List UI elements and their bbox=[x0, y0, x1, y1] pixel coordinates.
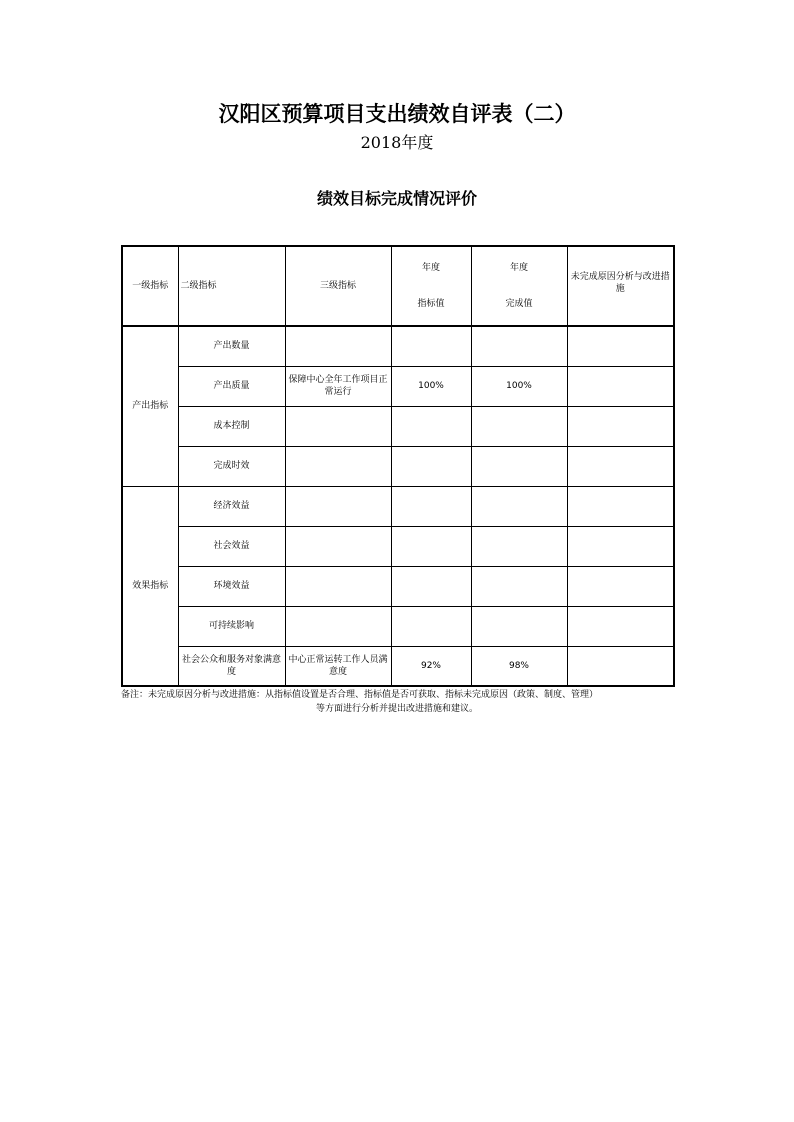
analysis-cell bbox=[567, 566, 674, 606]
group-output-label: 产出指标 bbox=[122, 326, 178, 486]
header-actual-top: 年度 bbox=[509, 262, 528, 273]
level2-cell: 产出质量 bbox=[178, 366, 285, 406]
actual-cell bbox=[471, 606, 567, 646]
target-cell bbox=[391, 566, 471, 606]
target-cell bbox=[391, 406, 471, 446]
level2-cell: 经济效益 bbox=[178, 486, 285, 526]
header-level3: 三级指标 bbox=[285, 246, 391, 326]
report-year: 2018年度 bbox=[360, 133, 434, 152]
table-row bbox=[122, 646, 674, 686]
target-cell bbox=[391, 606, 471, 646]
actual-cell bbox=[471, 526, 567, 566]
table-row bbox=[122, 406, 674, 446]
group-effect-label: 效果指标 bbox=[122, 486, 178, 686]
target-cell: 92% bbox=[391, 646, 471, 686]
analysis-cell bbox=[567, 486, 674, 526]
level2-cell: 可持续影响 bbox=[178, 606, 285, 646]
analysis-cell bbox=[567, 366, 674, 406]
level3-cell bbox=[285, 326, 391, 366]
level3-cell bbox=[285, 606, 391, 646]
table-header-row bbox=[122, 246, 674, 326]
actual-cell: 98% bbox=[471, 646, 567, 686]
performance-table bbox=[121, 245, 675, 687]
target-cell bbox=[391, 526, 471, 566]
actual-cell: 100% bbox=[471, 366, 567, 406]
level2-cell: 产出数量 bbox=[178, 326, 285, 366]
table-row bbox=[122, 606, 674, 646]
header-analysis: 未完成原因分析与改进措施 bbox=[567, 246, 674, 326]
table-row bbox=[122, 366, 674, 406]
target-cell bbox=[391, 486, 471, 526]
footnote bbox=[121, 689, 673, 716]
footnote-line1: 备注：未完成原因分析与改进措施：从指标值设置是否合理、指标值是否可获取、指标未完成原因（政策、制度、管理） bbox=[121, 690, 599, 700]
level2-cell: 社会效益 bbox=[178, 526, 285, 566]
actual-cell bbox=[471, 446, 567, 486]
header-level2: 二级指标 bbox=[178, 246, 285, 326]
target-cell bbox=[391, 446, 471, 486]
header-target bbox=[391, 246, 471, 326]
level3-cell: 中心正常运转工作人员满意度 bbox=[285, 646, 391, 686]
actual-cell bbox=[471, 406, 567, 446]
target-cell: 100% bbox=[391, 366, 471, 406]
level3-cell bbox=[285, 446, 391, 486]
header-actual bbox=[471, 246, 567, 326]
table-row bbox=[122, 446, 674, 486]
level3-cell bbox=[285, 566, 391, 606]
section-title: 绩效目标完成情况评价 bbox=[316, 189, 477, 208]
level2-cell: 成本控制 bbox=[178, 406, 285, 446]
table-row bbox=[122, 526, 674, 566]
level3-cell bbox=[285, 486, 391, 526]
header-target-bottom: 指标值 bbox=[417, 299, 445, 309]
table-row bbox=[122, 326, 674, 366]
level3-cell bbox=[285, 406, 391, 446]
analysis-cell bbox=[567, 526, 674, 566]
actual-cell bbox=[471, 326, 567, 366]
footnote-line2: 等方面进行分析并提出改进措施和建议。 bbox=[315, 703, 478, 714]
level2-cell: 社会公众和服务对象满意度 bbox=[178, 646, 285, 686]
table-row bbox=[122, 486, 674, 526]
level2-cell: 环境效益 bbox=[178, 566, 285, 606]
level3-cell bbox=[285, 526, 391, 566]
header-level1: 一级指标 bbox=[122, 246, 178, 326]
header-actual-bottom: 完成值 bbox=[505, 299, 533, 309]
analysis-cell bbox=[567, 606, 674, 646]
level3-cell: 保障中心全年工作项目正常运行 bbox=[285, 366, 391, 406]
analysis-cell bbox=[567, 446, 674, 486]
analysis-cell bbox=[567, 646, 674, 686]
analysis-cell bbox=[567, 406, 674, 446]
header-target-top: 年度 bbox=[421, 262, 440, 273]
target-cell bbox=[391, 326, 471, 366]
actual-cell bbox=[471, 566, 567, 606]
table-row bbox=[122, 566, 674, 606]
level2-cell: 完成时效 bbox=[178, 446, 285, 486]
analysis-cell bbox=[567, 326, 674, 366]
actual-cell bbox=[471, 486, 567, 526]
page-title: 汉阳区预算项目支出绩效自评表（二） bbox=[218, 101, 576, 126]
